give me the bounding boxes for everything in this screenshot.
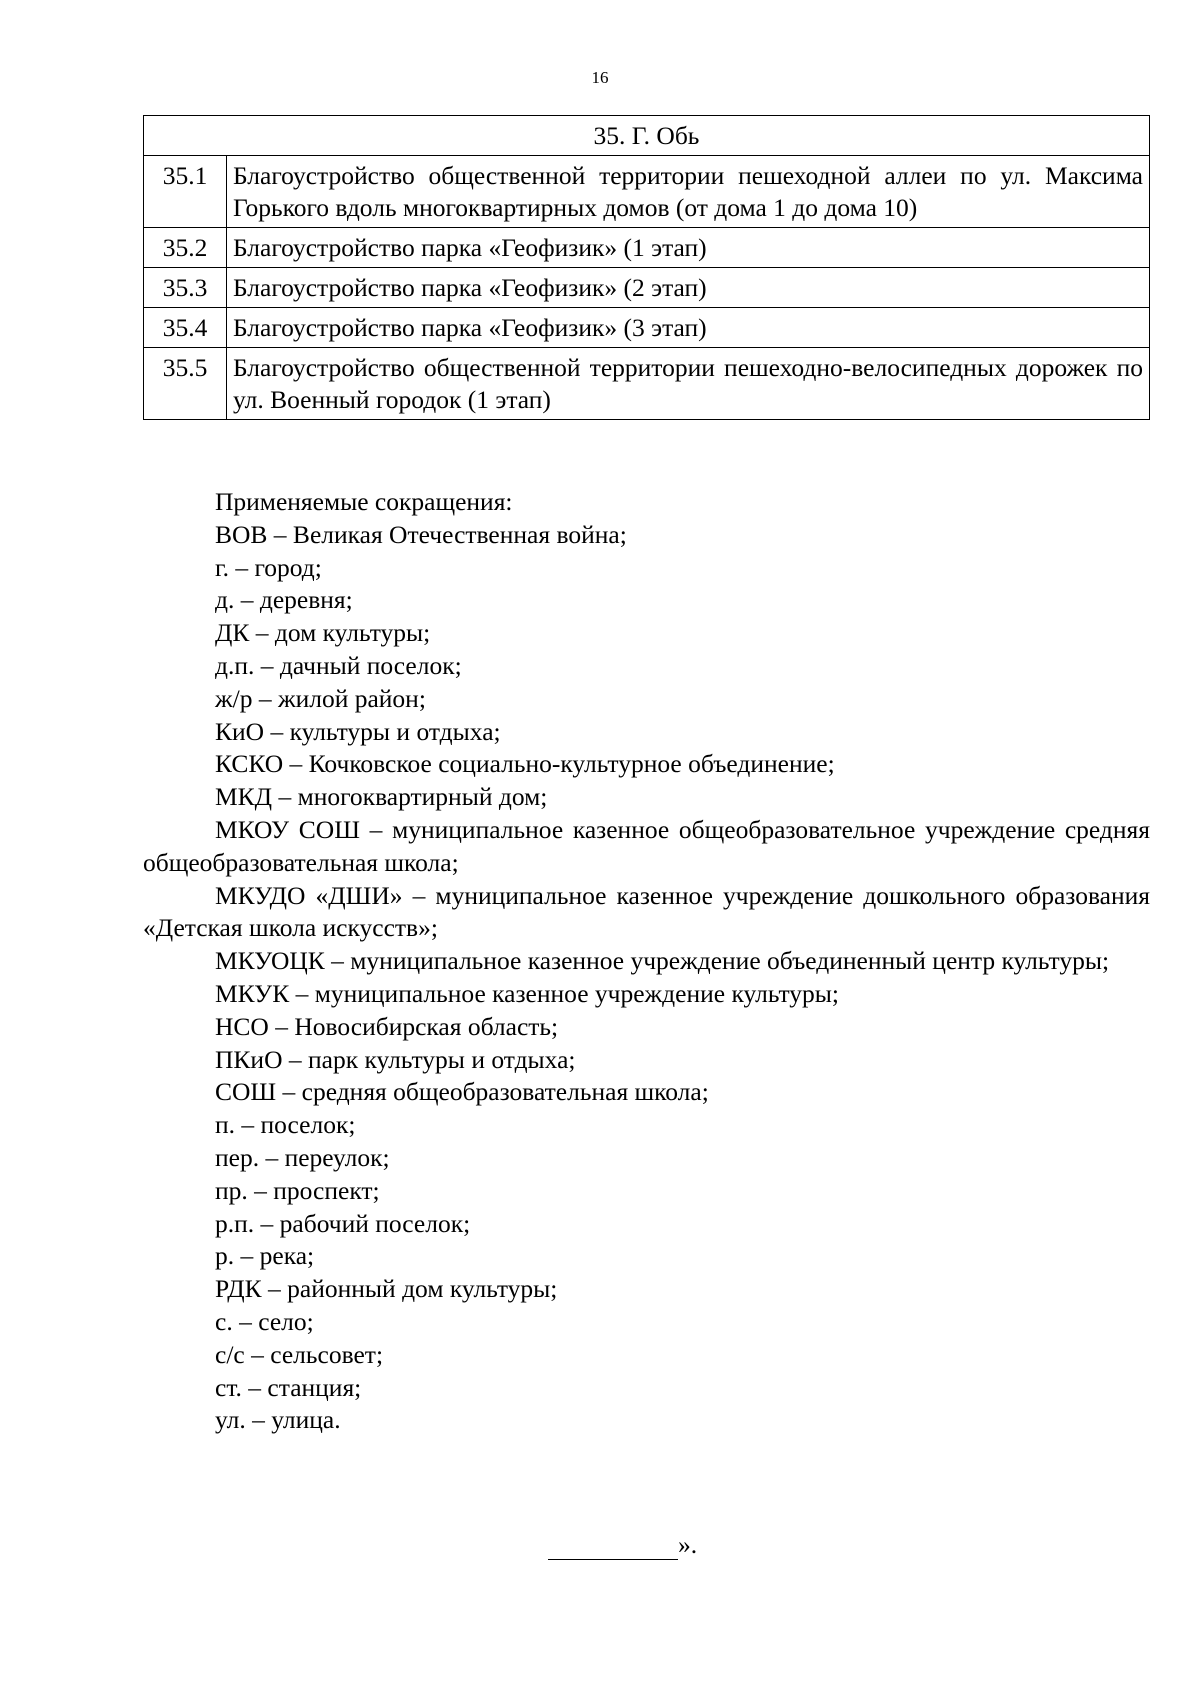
abbreviation-item: д.п. – дачный поселок;	[215, 650, 462, 680]
table-row	[144, 308, 1150, 348]
table-row	[144, 268, 1150, 308]
abbreviation-item: д. – деревня;	[215, 585, 353, 615]
abbreviation-item: г. – город;	[215, 552, 322, 582]
abbreviation-item: РДК – районный дом культуры;	[215, 1274, 558, 1304]
table-row	[144, 156, 1150, 228]
abbreviation-item: пер. – переулок;	[215, 1142, 390, 1172]
table-row	[144, 228, 1150, 268]
abbreviation-item: МКУДО «ДШИ» – муниципальное казенное учреждение дошкольного образования «Детская школа искусств»;	[143, 880, 1150, 943]
abbreviation-item: МКУОЦК – муниципальное казенное учреждение объединенный центр культуры;	[215, 946, 1110, 976]
section-title: 35. Г. Обь	[144, 116, 1150, 156]
abbreviations-heading: Применяемые сокращения:	[215, 487, 513, 516]
abbreviation-item: МКОУ СОШ – муниципальное казенное общеобразовательное учреждение средняя общеобразовательная школа;	[143, 814, 1150, 877]
row-description: Благоустройство общественной территории пешеходной аллеи по ул. Максима Горького вдоль многоквартирных домов (от дома 1 до дома 10)	[227, 156, 1150, 228]
closing-mark	[0, 1530, 1200, 1560]
table-section-header-row	[144, 116, 1150, 156]
abbreviations-list	[143, 486, 1150, 1437]
row-number: 35.2	[144, 228, 227, 268]
page-number: 16	[591, 68, 609, 87]
abbreviation-item: КСКО – Кочковское социально-культурное объединение;	[215, 749, 835, 779]
row-number: 35.1	[144, 156, 227, 228]
row-number: 35.4	[144, 308, 227, 348]
abbreviation-item: МКД – многоквартирный дом;	[215, 782, 548, 812]
abbreviation-item: пр. – проспект;	[215, 1175, 380, 1205]
row-description: Благоустройство парка «Геофизик» (2 этап)	[227, 268, 1150, 308]
signature-underline	[548, 1533, 678, 1560]
abbreviation-item: п. – поселок;	[215, 1110, 356, 1140]
abbreviation-item: ВОВ – Великая Отечественная война;	[215, 519, 627, 549]
abbreviation-item: ул. – улица.	[215, 1405, 341, 1435]
abbreviation-item: НСО – Новосибирская область;	[215, 1011, 559, 1041]
abbreviation-item: СОШ – средняя общеобразовательная школа;	[215, 1077, 709, 1107]
abbreviation-item: ж/р – жилой район;	[215, 683, 426, 713]
abbreviation-item: р. – река;	[215, 1241, 315, 1271]
abbreviation-item: ПКиО – парк культуры и отдыха;	[215, 1044, 576, 1074]
row-number: 35.3	[144, 268, 227, 308]
row-description: Благоустройство общественной территории пешеходно-велосипедных дорожек по ул. Военный городок (1 этап)	[227, 348, 1150, 420]
row-description: Благоустройство парка «Геофизик» (1 этап)	[227, 228, 1150, 268]
abbreviation-item: КиО – культуры и отдыха;	[215, 716, 501, 746]
abbreviation-item: р.п. – рабочий поселок;	[215, 1208, 471, 1238]
abbreviation-item: с. – село;	[215, 1306, 314, 1336]
table-row	[144, 348, 1150, 420]
row-number: 35.5	[144, 348, 227, 420]
abbreviation-item: с/с – сельсовет;	[215, 1339, 384, 1369]
abbreviation-item: МКУК – муниципальное казенное учреждение культуры;	[215, 978, 840, 1008]
closing-quote: ».	[677, 1530, 698, 1559]
projects-table	[143, 115, 1150, 420]
abbreviation-item: ДК – дом культуры;	[215, 618, 431, 648]
abbreviation-item: ст. – станция;	[215, 1372, 362, 1402]
row-description: Благоустройство парка «Геофизик» (3 этап)	[227, 308, 1150, 348]
